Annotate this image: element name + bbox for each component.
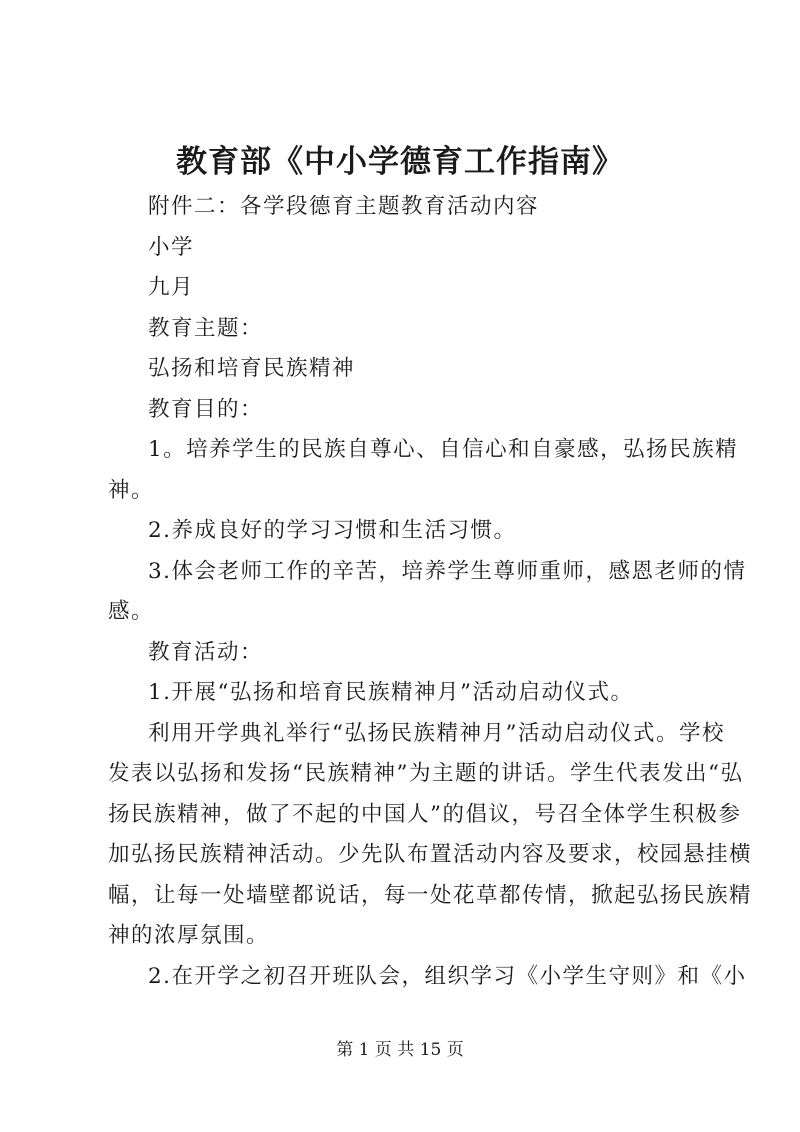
section-primary-school: 小学 [148,235,195,260]
activity-paragraph-line: 神的浓厚氛围。 [108,923,270,948]
activity-paragraph-line: 扬民族精神，做了不起的中国人”的倡议，号召全体学生积极参 [108,802,742,827]
theme-text: 弘扬和培育民族精神 [148,356,356,381]
page-number: 第 1 页 共 15 页 [336,1040,464,1060]
activity-paragraph-line: 加弘扬民族精神活动。少先队布置活动内容及要求，校园悬挂横 [108,842,753,867]
activity-heading: 教育活动： [148,640,264,665]
theme-heading: 教育主题： [148,316,264,341]
activity-paragraph-line: 发表以弘扬和发扬“民族精神”为主题的讲话。学生代表发出“弘 [108,761,744,786]
document-title: 教育部《中小学德育工作指南》 [176,144,624,180]
appendix-heading: 附件二：各学段德育主题教育活动内容 [148,194,540,219]
activity-item-2: 2.在开学之初召开班队会，组织学习《小学生守则》和《小 [148,964,747,989]
month-label: 九月 [148,275,195,300]
goal-item-1-cont: 神。 [108,478,155,503]
activity-paragraph-line: 幅，让每一处墙壁都说话，每一处花草都传情，掀起弘扬民族精 [108,883,753,908]
goal-item-3: 3.体会老师工作的辛苦，培养学生尊师重师，感恩老师的情 [148,559,747,584]
goal-heading: 教育目的： [148,397,264,422]
activity-item-1: 1.开展“弘扬和培育民族精神月”活动启动仪式。 [148,680,634,705]
goal-item-2: 2.养成良好的学习习惯和生活习惯。 [148,518,517,543]
goal-item-3-cont: 感。 [108,599,155,624]
activity-paragraph-line: 利用开学典礼举行“弘扬民族精神月”活动启动仪式。学校 [148,721,725,746]
goal-item-1: 1。培养学生的民族自尊心、自信心和自豪感，弘扬民族精 [148,437,739,462]
